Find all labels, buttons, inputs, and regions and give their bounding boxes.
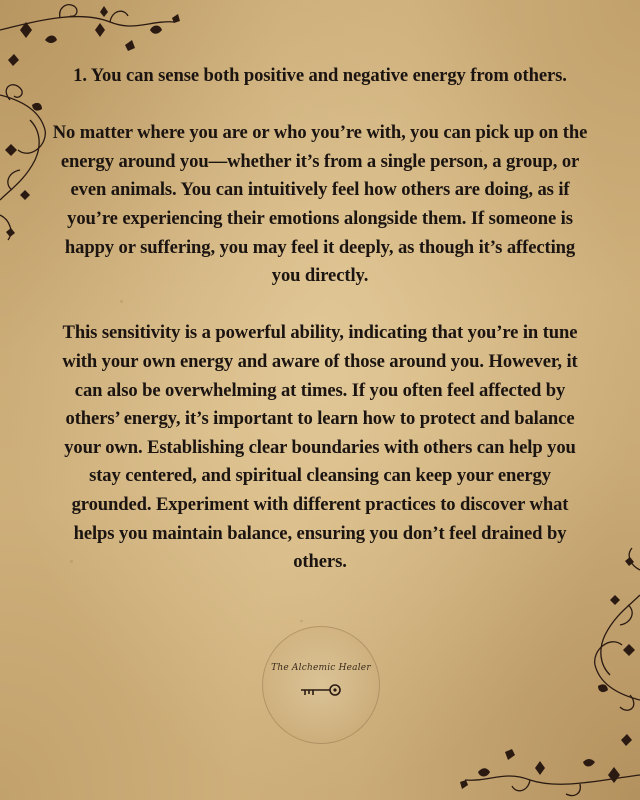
article-body: [50, 62, 590, 605]
key-icon: [299, 683, 343, 697]
article-heading: 1. You can sense both positive and negative energy from others.: [73, 65, 567, 86]
brand-name: The Alchemic Healer: [271, 663, 371, 673]
brand-emblem: [262, 626, 380, 744]
article-paragraph-1: No matter where you are or who you’re with, you can pick up on the energy around you—whether it’s from a single person, a group, or even animals. You can intuitively feel how others are doing, as if you’re experiencing their emotions alongside them. If someone is happy or suffering, you may feel it deeply, as though it’s affecting you directly.: [52, 122, 588, 287]
parchment-speck: [300, 620, 303, 622]
article-paragraph-2: This sensitivity is a powerful ability, indicating that you’re in tune with your own energy and aware of those around you. However, it can also be overwhelming at times. If you often feel affected by others’ energy, it’s important to learn how to protect and balance your own. Establishing clear boundaries with others can help you stay centered, and spiritual cleansing can keep your energy grounded. Experiment with different practices to discover what helps you maintain balance, ensuring you don’t feel drained by others.: [62, 322, 578, 573]
